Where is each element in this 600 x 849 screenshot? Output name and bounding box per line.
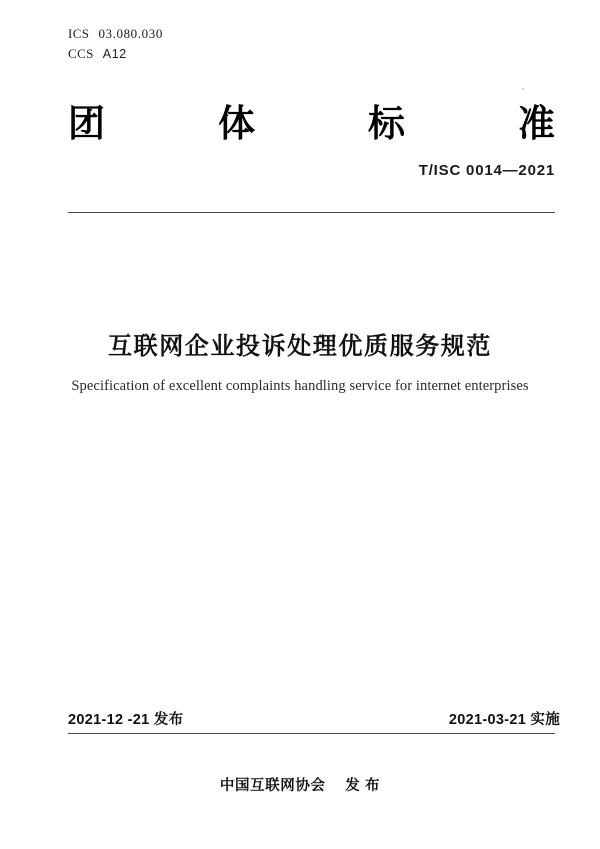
title-english: Specification of excellent complaints handling service for internet enterprises: [71, 378, 529, 394]
title-chinese: 互联网企业投诉处理优质服务规范: [108, 332, 492, 360]
banner-char-zhun: 准: [518, 102, 555, 145]
classification-codes: [68, 24, 163, 63]
implementation-date: 2021-03-21 实施: [448, 712, 560, 728]
ccs-label: CCS: [68, 45, 94, 61]
ccs-value: A12: [102, 46, 127, 61]
issue-date: 2021-12 -21 发布: [68, 712, 184, 728]
issuing-organization: 中国互联网协会 发 布: [219, 778, 381, 794]
banner-char-tuan: 团: [68, 102, 105, 145]
header-divider: [68, 212, 555, 213]
ics-row: [68, 24, 163, 44]
standard-type-banner: [68, 102, 555, 145]
footer-divider: [68, 733, 555, 734]
banner-char-ti: 体: [218, 102, 255, 145]
standard-number: T/ISC 0014—2021: [418, 162, 555, 179]
ccs-row: [68, 44, 163, 64]
ics-label: ICS: [68, 26, 90, 41]
banner-char-biao: 标: [368, 102, 405, 145]
ics-value: 03.080.030: [98, 26, 163, 41]
dates-row: [68, 708, 560, 729]
scan-speck-artifact: [522, 88, 524, 90]
